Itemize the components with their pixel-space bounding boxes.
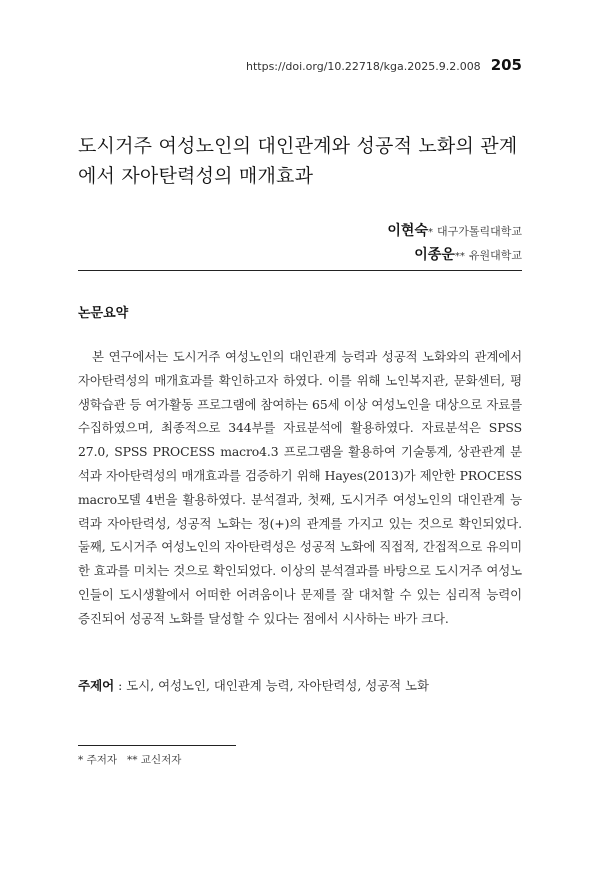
author-name: 이현숙 [387,223,428,239]
page-number: 205 [490,56,522,74]
keywords-line [78,676,522,694]
abstract-heading: 논문요약 [78,306,129,321]
author-line-1 [387,220,522,244]
author-block [387,220,522,268]
author-affiliation: 대구가톨릭대학교 [436,225,522,238]
footnote-divider [78,745,236,746]
page-header [246,56,522,74]
keywords-label: 주제어 [78,678,115,693]
keywords-text: 도시, 여성노인, 대인관계 능력, 자아탄력성, 성공적 노화 [126,678,430,693]
author-mark: ** [454,251,465,262]
header-divider [78,270,522,271]
keywords-separator: : [114,678,127,693]
paper-title: 도시거주 여성노인의 대인관계와 성공적 노화의 관계에서 자아탄력성의 매개효과 [78,135,518,187]
author-name: 이종운 [414,247,455,263]
abstract-body: 본 연구에서는 도시거주 여성노인의 대인관계 능력과 성공적 노화와의 관계에서 자아탄력성의 매개효과를 확인하고자 하였다. 이를 위해 노인복지관, 문화센터, 평생학습관 등 여가활동 프로그램에 참여하는 65세 이상 여성노인을 대상으로 자료를 수집하였으며, 최종적으로 344부를 자료분석에 활용하였다. 자료분석은 SPSS 27.0, SPSS PROCESS macro4.3 프로그램을 활용하여 기술통계, 상관관계 분석과 자아탄력성의 매개효과를 검증하기 위해 Hayes(2013)가 제안한 PROCESS macro모델 4번을 활용하였다. 분석결과, 첫째, 도시거주 여성노인의 대인관계 능력과 자아탄력성, 성공적 노화는 정(+)의 관계를 가지고 있는 것으로 확인되었다. 둘째, 도시거주 여성노인의 자아탄력성은 성공적 노화에 직접적, 간접적으로 유의미한 효과를 미치는 것으로 확인되었다. 이상의 분석결과를 바탕으로 도시거주 여성노인들이 도시생활에서 어떠한 어려움이나 문제를 잘 대처할 수 있는 심리적 능력이 증진되어 성공적 노화를 달성할 수 있다는 점에서 시사하는 바가 크다. [78,349,522,626]
footnote [78,752,181,767]
author-mark: * [427,227,433,238]
doi-link[interactable]: https://doi.org/10.22718/kga.2025.9.2.008 [245,60,481,73]
author-affiliation: 유원대학교 [468,249,522,262]
footnote-text: * 주저자 ** 교신저자 [78,754,182,766]
author-line-2 [387,244,522,268]
